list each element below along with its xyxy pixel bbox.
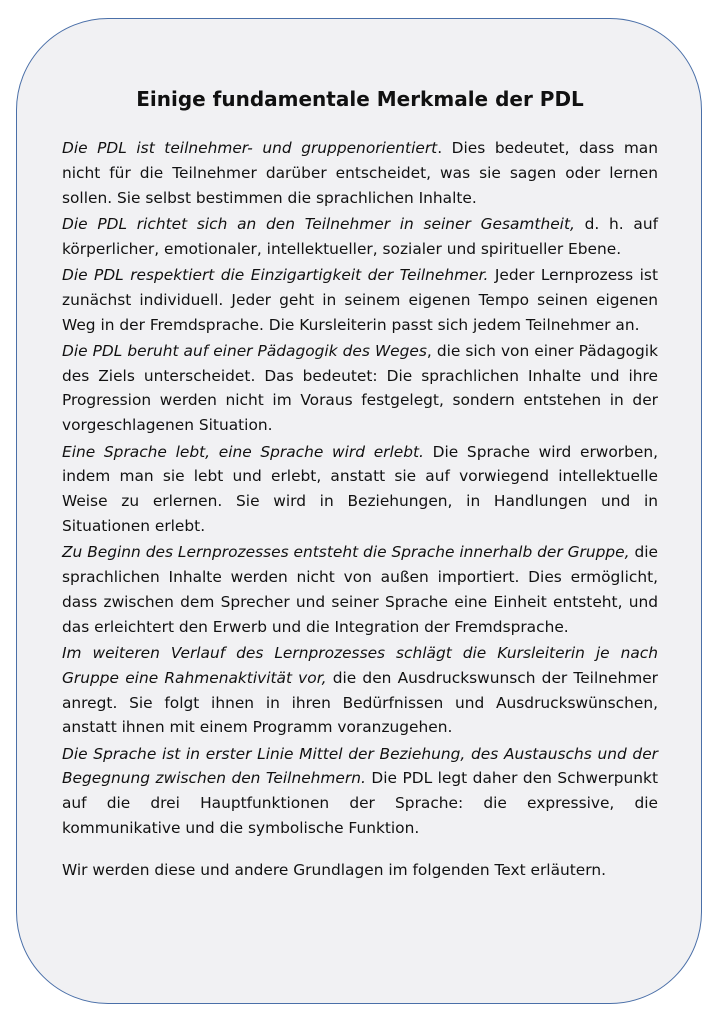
document-title: Einige fundamentale Merkmale der PDL	[136, 87, 584, 111]
closing-sentence: Wir werden diese und andere Grundlagen im folgenden Text erläutern.	[62, 860, 606, 879]
paragraph-lead: Eine Sprache lebt, eine Sprache wird erlebt.	[62, 442, 424, 461]
paragraph-2	[62, 212, 658, 262]
paragraph-4	[62, 339, 658, 438]
document-content	[62, 84, 658, 898]
paragraph-6	[62, 540, 658, 639]
paragraph-body: Jeder Lernprozess ist zunächst individuell. Jeder geht in seinem eigenen Tempo seinen eigenen Weg in der Fremdsprache. Die Kursleiterin passt sich jedem Teilnehmer an.	[62, 265, 658, 334]
paragraph-5	[62, 440, 658, 539]
paragraph-lead: Zu Beginn des Lernprozesses entsteht die Sprache innerhalb der Gruppe,	[62, 543, 630, 562]
paragraph-body: , die sich von einer Pädagogik des Ziels unterscheidet. Das bedeutet: Die sprachlichen Inhalte und ihre Progression werden nicht im Voraus festgelegt, sondern entstehen in der vorgeschlagenen Situation.	[62, 341, 658, 435]
paragraph-body: Die PDL legt daher den Schwerpunkt auf die drei Hauptfunktionen der Sprache: die expressive, die kommunikative und die symbolische Funktion.	[62, 769, 659, 838]
paragraph-1	[62, 136, 658, 210]
paragraph-body: die sprachlichen Inhalte werden nicht von außen importiert. Dies ermöglicht, dass zwischen dem Sprecher und seiner Sprache eine Einheit entsteht, und das erleichtert den Erwerb und die Integration der Fremdsprache.	[62, 543, 658, 636]
paragraph-3	[62, 263, 658, 337]
paragraph-7	[62, 641, 658, 740]
paragraph-body: . Dies bedeutet, dass man nicht für die Teilnehmer darüber entscheidet, was sie sagen oder lernen sollen. Sie selbst bestimmen die sprachlichen Inhalte.	[62, 139, 658, 207]
paragraph-lead: Die PDL beruht auf einer Pädagogik des Weges	[62, 341, 427, 360]
paragraph-lead: Die PDL respektiert die Einzigartigkeit der Teilnehmer.	[62, 265, 489, 284]
paragraph-body: die den Ausdruckswunsch der Teilnehmer anregt. Sie folgt ihnen in ihren Bedürfnissen und Ausdruckswünschen, anstatt ihnen mit einem Programm voranzugehen.	[62, 668, 658, 737]
paragraph-8	[62, 742, 658, 841]
paragraph-lead: Die PDL ist teilnehmer- und gruppenorientiert	[62, 139, 438, 157]
paragraph-lead: Im weiteren Verlauf des Lernprozesses schlägt die Kursleiterin je nach Gruppe eine Rahmenaktivität vor,	[62, 643, 658, 687]
paragraph-body: Die Sprache wird erworben, indem man sie lebt und erlebt, anstatt sie auf vorwiegend intellektuelle Weise zu erlernen. Sie wird in Beziehungen, in Handlungen und in Situationen erlebt.	[62, 442, 658, 535]
paragraph-lead: Die PDL richtet sich an den Teilnehmer in seiner Gesamtheit,	[62, 214, 575, 233]
paragraph-body: d. h. auf körperlicher, emotionaler, intellektueller, sozialer und spiritueller Ebene.	[62, 214, 659, 258]
paragraph-lead: Die Sprache ist in erster Linie Mittel der Beziehung, des Austauschs und der Begegnung zwischen den Teilnehmern.	[62, 744, 658, 788]
